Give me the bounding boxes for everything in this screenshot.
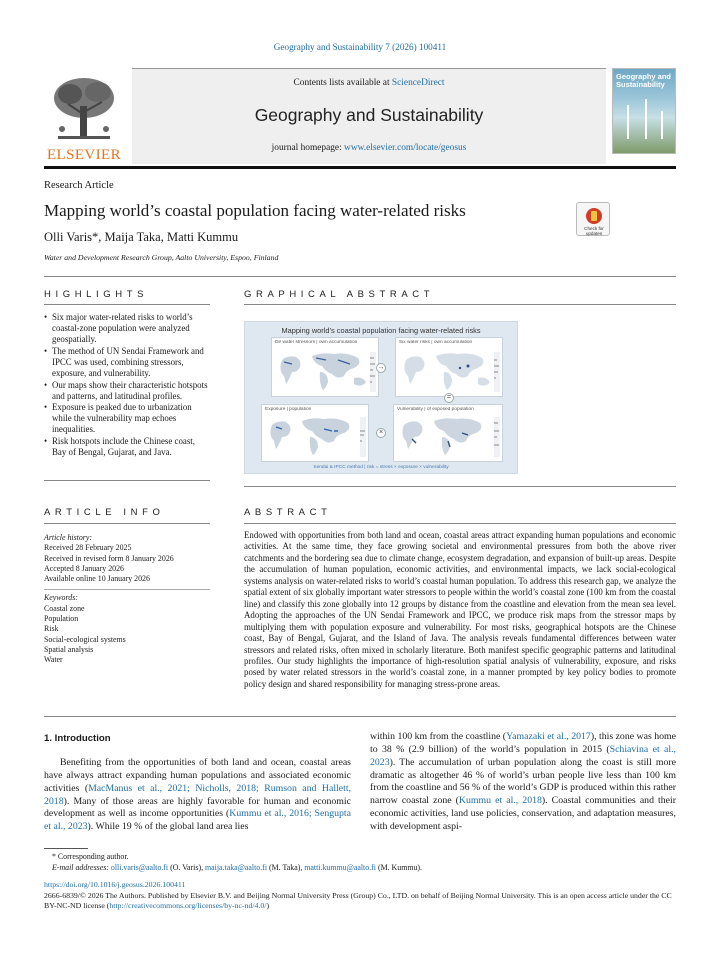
world-map-icon: [394, 405, 504, 463]
ga-operator: ×: [376, 428, 386, 438]
article-info-rule: [44, 523, 210, 524]
intro-text: within 100 km from the coastline (: [370, 731, 507, 742]
intro-text: ). Many of those areas are highly favorable for human and economic development as well as income opportunities (: [44, 795, 351, 820]
ga-operator: →: [377, 364, 385, 371]
email-owner: (O. Varis),: [168, 863, 206, 872]
graphical-abstract-end-rule: [244, 486, 676, 487]
highlights-heading: HIGHLIGHTS: [44, 289, 149, 300]
article-info-heading: ARTICLE INFO: [44, 507, 165, 518]
email-owner: (M. Kummu).: [375, 863, 423, 872]
citation-link[interactable]: Kummu et al., 2016; Sengupta et al., 2023: [44, 808, 351, 833]
world-map-icon: [262, 405, 370, 463]
ga-panel-vulnerability: [393, 404, 503, 462]
citation-link[interactable]: MacManus et al., 2021; Nicholls, 2018; Rumson and Hallett, 2018: [44, 782, 352, 807]
footnote-star: *: [52, 852, 58, 861]
highlights-list: [44, 312, 210, 459]
highlights-end-rule: [44, 480, 210, 481]
affiliation: Water and Development Research Group, Aalto University, Espoo, Finland: [44, 253, 279, 262]
elsevier-wordmark: ELSEVIER: [46, 147, 122, 163]
svg-text:Check for: Check for: [584, 226, 604, 231]
author-list[interactable]: Olli Varis*, Maija Taka, Matti Kummu: [44, 230, 239, 244]
corresponding-text: Corresponding author.: [57, 852, 129, 861]
world-map-icon: [396, 338, 504, 398]
masthead: [44, 68, 676, 164]
section-heading-introduction: 1. Introduction: [44, 733, 111, 744]
copyright-text: [44, 891, 676, 912]
doi-link[interactable]: https://doi.org/10.1016/j.geosus.2026.100411: [44, 880, 186, 889]
homepage-prefix: journal homepage:: [271, 143, 345, 153]
keyword: Water: [44, 655, 63, 665]
keyword: Population: [44, 614, 79, 624]
highlight-item: • Six major water-related risks to world’s coastal-zone population were analyzed geospatially.: [44, 312, 210, 345]
header-divider: [44, 276, 676, 277]
ga-panel-label: Vulnerability | of exposed population: [397, 407, 474, 412]
article-type: Research Article: [44, 180, 114, 191]
history-item: Received in revised form 8 January 2026: [44, 553, 174, 563]
highlight-item: • The method of UN Sendai Framework and IPCC was used, combining stressors, exposure, and vulnerability.: [44, 346, 210, 379]
highlight-item: • Risk hotspots include the Chinese coast, Bay of Bengal, Gujarat, and Java.: [44, 436, 210, 458]
license-link[interactable]: http://creativecommons.org/licenses/by-nc-nd/4.0/: [109, 901, 267, 911]
email-link[interactable]: olli.varis@aalto.fi: [110, 863, 169, 872]
journal-title: Geography and Sustainability: [254, 105, 484, 125]
check-for-updates-badge[interactable]: [576, 202, 610, 236]
ga-panel-exposure: [261, 404, 369, 462]
contents-line: [132, 78, 606, 88]
masthead-rule: [44, 166, 676, 169]
contents-prefix: Contents lists available at: [293, 78, 392, 88]
copyright-body: 2666-6839/© 2026 The Authors. Published by Elsevier B.V. and Beijing Normal University Press (Group) Co., LTD. on behalf of Beijing Normal University. This is an open access article under the CC BY-NC-ND license (: [44, 890, 672, 911]
history-item: Accepted 8 January 2026: [44, 563, 124, 573]
email-owner: (M. Taka),: [267, 863, 305, 872]
turbine-icon: [645, 99, 647, 139]
elsevier-tree-icon: [50, 74, 118, 146]
footnote-emails: [52, 863, 672, 873]
info-divider: [44, 589, 210, 590]
highlight-item: • Exposure is peaked due to urbanization while the vulnerability map echoes inequalities.: [44, 402, 210, 435]
intro-text: ), this zone was home to 38 % (2.9 billion) of the world’s population in 2015 (: [370, 731, 676, 755]
svg-text:updates: updates: [585, 231, 603, 236]
intro-text: ). While 19 % of the global land area lies: [87, 821, 249, 833]
citation-link[interactable]: Kummu et al., 2018: [458, 795, 542, 807]
turbine-icon: [627, 105, 629, 139]
world-map-icon: [272, 338, 380, 398]
keyword: Social-ecological systems: [44, 634, 126, 644]
copyright-close: ): [266, 901, 270, 911]
legal-block: [44, 880, 676, 912]
ga-panel-label: Six water risks | own accumulation: [399, 340, 473, 345]
article-title: Mapping world’s coastal population facing water-related risks: [44, 201, 466, 220]
front-matter-end-rule: [44, 716, 676, 717]
history-item: Received 28 February 2025: [44, 543, 132, 553]
ga-panel-stressors: [271, 337, 379, 397]
journal-reference[interactable]: Geography and Sustainability 7 (2026) 100411: [273, 42, 447, 52]
cover-title: Geography and Sustainability: [616, 72, 672, 89]
citation-link[interactable]: Schiavina et al., 2023: [370, 743, 676, 768]
ga-title: Mapping world’s coastal population facing water-related risks: [281, 326, 481, 335]
ga-panel-label: Exposure | population: [265, 407, 312, 412]
article-info: [44, 533, 210, 666]
keywords-label: Keywords:: [44, 593, 78, 603]
abstract-heading: ABSTRACT: [244, 507, 332, 518]
ga-panel-risks: [395, 337, 503, 397]
intro-left-column: [44, 757, 351, 834]
abstract-text: Endowed with opportunities from both land and ocean, coastal areas attract expanding human populations and economic activities. At the same time, they face growing societal and environmental pressures from both the above river catchments and the bordering sea due to climate change, ecosystem degradation, and expansion of built-up areas. Despite the accumulation of human population, economic activities, and environmental impacts, we lack social-ecological systems analysis on water-related risks to world’s coastal human population. To address this research gap, we analyze the spatial extent of six globally important water stressors to people within the world’s coastal zone (100 km from the coastal line) and classify this zone globally into 12 groups by distance from the coastline and elevation from the mean sea level. Adopting the approaches of the UN Sendai Framework and IPCC, we produce risk maps from the stressor maps by multiplying them with population exposure and vulnerability. For most risks, geographical hotspots are the Chinese coast, Bay of Bengal, Gujarat, and the Island of Java. The analysis reveals fundamental differences between water stressors and related risks, often mixed in scholarly literature. Both manifest specific geographic patterns and latitudinal profiles. Our study highlights the importance of high-resolution spatial analysis of vulnerability, exposure, and risks posed by water related stressors in the world’s coastal zone, in a manner prompted by key policy bodies to promote policy design and shared responsibility for managing stress-prone areas.: [244, 530, 676, 689]
turbine-icon: [661, 111, 663, 139]
email-label: E-mail addresses:: [52, 863, 111, 872]
keyword: Spatial analysis: [44, 644, 94, 654]
intro-text: ). Coastal communities and their economic activities, land use policies, conservation, and adaptation measures, with development aspi-: [370, 795, 676, 832]
citation-link[interactable]: Yamazaki et al., 2017: [506, 731, 591, 742]
highlights-rule: [44, 304, 210, 305]
ga-footer: Sendai & IPCC method | risk = stress × exposure × vulnerability: [313, 465, 449, 470]
intro-right-column: [370, 731, 676, 834]
abstract-rule: [244, 523, 676, 524]
graphical-abstract-figure[interactable]: [244, 321, 518, 474]
graphical-abstract-heading: GRAPHICAL ABSTRACT: [244, 289, 435, 300]
homepage-line: [132, 143, 606, 153]
email-link[interactable]: matti.kummu@aalto.fi: [304, 863, 376, 872]
history-label: Article history:: [44, 533, 92, 542]
intro-text: Benefiting from the opportunities of both land and ocean, coastal areas have always attract expanding human populations and associated economic activities (: [44, 757, 351, 794]
publisher-logo[interactable]: [44, 74, 124, 164]
footnote-rule: [44, 848, 88, 849]
intro-text: ). The accumulation of urban population along the coast is still more dramatic as altogether 46 % of world’s urban people live less than 100 km from the coastline and 56 % of the world’s GDP is produced within this rather narrow coastal zone (: [370, 756, 676, 807]
footnote-corresponding: [52, 852, 672, 862]
check-updates-icon: [577, 203, 611, 237]
journal-cover-thumbnail[interactable]: [612, 68, 676, 154]
history-item: Available online 10 January 2026: [44, 574, 150, 584]
homepage-link[interactable]: www.elsevier.com/locate/geosus: [344, 143, 467, 153]
ga-operator: =: [444, 393, 454, 403]
keyword: Coastal zone: [44, 603, 85, 613]
sciencedirect-link[interactable]: ScienceDirect: [391, 78, 445, 88]
keyword: Risk: [44, 624, 59, 634]
graphical-abstract-rule: [244, 304, 676, 305]
ga-panel-label: Dir water stressors | own accumulation: [275, 340, 358, 345]
masthead-banner: [132, 68, 606, 164]
email-link[interactable]: maija.taka@aalto.fi: [205, 863, 268, 872]
highlight-item: • Our maps show their characteristic hotspots and patterns, and latitudinal profiles.: [44, 380, 210, 402]
